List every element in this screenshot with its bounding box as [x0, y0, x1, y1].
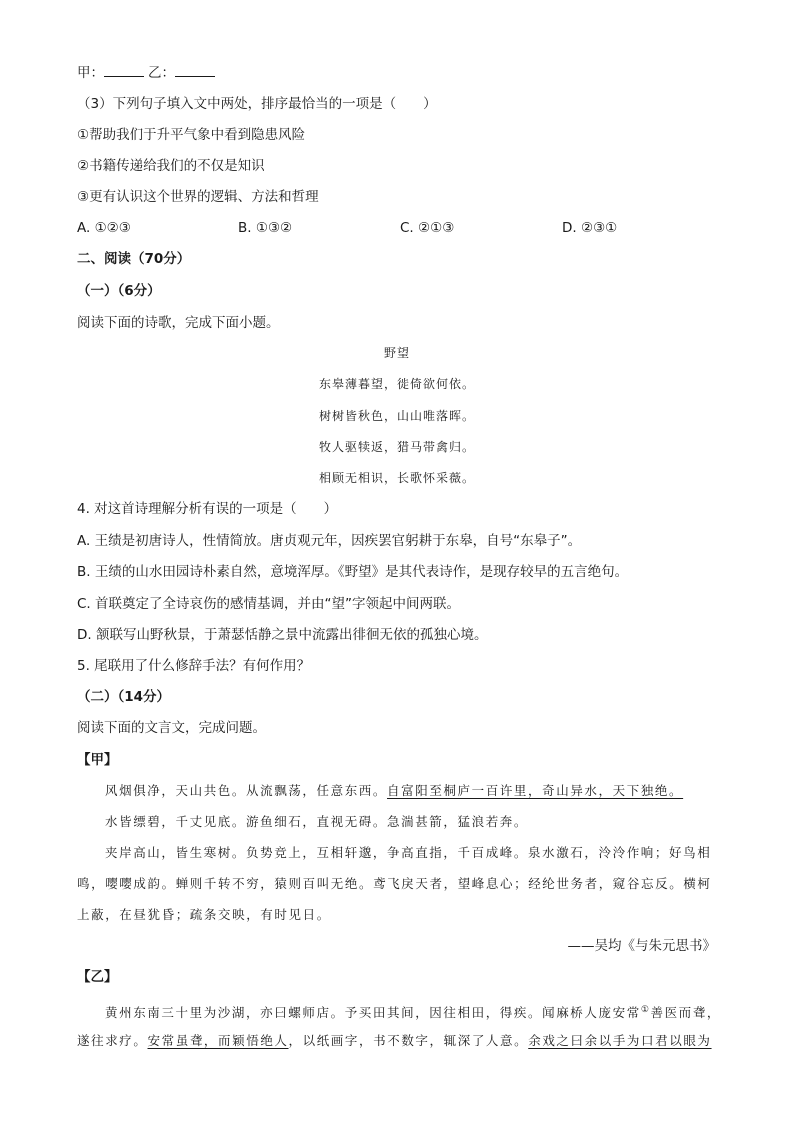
yi-marker: 【乙】 [77, 969, 118, 985]
yi-line-1-text: 黄州东南三十里为沙湖，亦曰螺师店。予买田其间，因往相田，得疾。闻麻桥人庞安常 [105, 1005, 641, 1021]
q4-option-b[interactable]: B. 王绩的山水田园诗朴素自然，意境浑厚。《野望》是其代表诗作，是现存较早的五言绝句。 [77, 564, 629, 580]
jia-p1-text: 风烟俱净，天山共色。从流飘荡，任意东西。 [105, 783, 388, 798]
yi-line-2-underlined-2: 余戏之曰余以手为口君以眼为 [528, 1033, 712, 1048]
jia-label: 甲： [77, 65, 104, 81]
jia-marker: 【甲】 [77, 752, 118, 768]
yi-line-2 [77, 1031, 712, 1051]
yi-blank[interactable] [175, 62, 215, 77]
poem-title: 野望 [383, 346, 410, 360]
jia-blank[interactable] [104, 62, 144, 77]
q3-option-a[interactable]: A. ①②③ [77, 220, 131, 236]
jia-paragraph-3-line-3: 上蔽，在昼犹昏；疏条交映，有时见日。 [77, 907, 331, 922]
q5-stem: 5. 尾联用了什么修辞手法？有何作用？ [77, 658, 311, 674]
yi-line-2-a: 遂往求疗。 [77, 1033, 148, 1048]
yi-line-1 [105, 1000, 721, 1023]
poem-line-4: 相顾无相识，长歌怀采薇。 [318, 471, 475, 485]
jia-p1-underlined: 自富阳至桐庐一百许里，奇山异水，天下独绝。 [387, 783, 684, 798]
poem-line-1: 东皋薄暮望，徙倚欲何依。 [318, 377, 475, 391]
q3-sentence-2: ②书籍传递给我们的不仅是知识 [77, 158, 265, 174]
jia-source: ——吴均《与朱元思书》 [567, 938, 716, 954]
q4-option-c[interactable]: C. 首联奠定了全诗哀伤的感情基调，并由“望”字领起中间两联。 [77, 596, 460, 612]
part-1-heading: （一）（6分） [77, 283, 161, 299]
part-2-heading: （二）（14分） [77, 689, 171, 705]
q3-option-c[interactable]: C. ②①③ [400, 220, 455, 236]
q3-option-d[interactable]: D. ②③① [562, 220, 618, 236]
yi-line-2-underlined-1: 安常虽聋，而颖悟绝人 [147, 1033, 289, 1048]
q4-option-a[interactable]: A. 王绩是初唐诗人，性情简放。唐贞观元年，因疾罢官躬耕于东皋，自号“东皋子”。 [77, 533, 582, 549]
q3-blanks-line [77, 62, 215, 83]
poem-line-3: 牧人驱犊返，猎马带禽归。 [318, 440, 475, 454]
yi-line-1-tail: 善医而聋， [650, 1005, 721, 1021]
q3-option-b[interactable]: B. ①③② [238, 220, 293, 236]
part-2-intro: 阅读下面的文言文，完成问题。 [77, 720, 266, 736]
q3-sentence-1: ①帮助我们于升平气象中看到隐患风险 [77, 127, 306, 143]
yi-footnote-marker: ① [640, 1005, 651, 1015]
q3-stem: （3）下列句子填入文中两处，排序最恰当的一项是（ ） [77, 96, 437, 112]
jia-paragraph-1 [105, 781, 683, 801]
section-2-heading: 二、阅读（70分） [77, 251, 191, 267]
q4-stem: 4. 对这首诗理解分析有误的一项是（ ） [77, 501, 338, 517]
part-1-intro: 阅读下面的诗歌，完成下面小题。 [77, 315, 280, 331]
jia-paragraph-3-line-1: 夹岸高山，皆生寒树。负势竞上，互相轩邈，争高直指，千百成峰。泉水激石，泠泠作响；好鸟相 [105, 845, 712, 860]
jia-paragraph-3-line-2: 鸣，嘤嘤成韵。蝉则千转不穷，猿则百叫无绝。鸢飞戾天者，望峰息心；经纶世务者，窥谷忘反。横柯 [77, 876, 712, 891]
yi-line-2-c: ，以纸画字，书不数字，辄深了人意。 [288, 1033, 529, 1048]
poem-line-2: 树树皆秋色，山山唯落晖。 [318, 409, 475, 423]
q4-option-d[interactable]: D. 颔联写山野秋景，于萧瑟恬静之景中流露出徘徊无依的孤独心境。 [77, 627, 488, 643]
yi-label: 乙： [148, 65, 175, 81]
jia-paragraph-2: 水皆缥碧，千丈见底。游鱼细石，直视无碍。急湍甚箭，猛浪若奔。 [105, 814, 529, 829]
q3-sentence-3: ③更有认识这个世界的逻辑、方法和哲理 [77, 189, 319, 205]
